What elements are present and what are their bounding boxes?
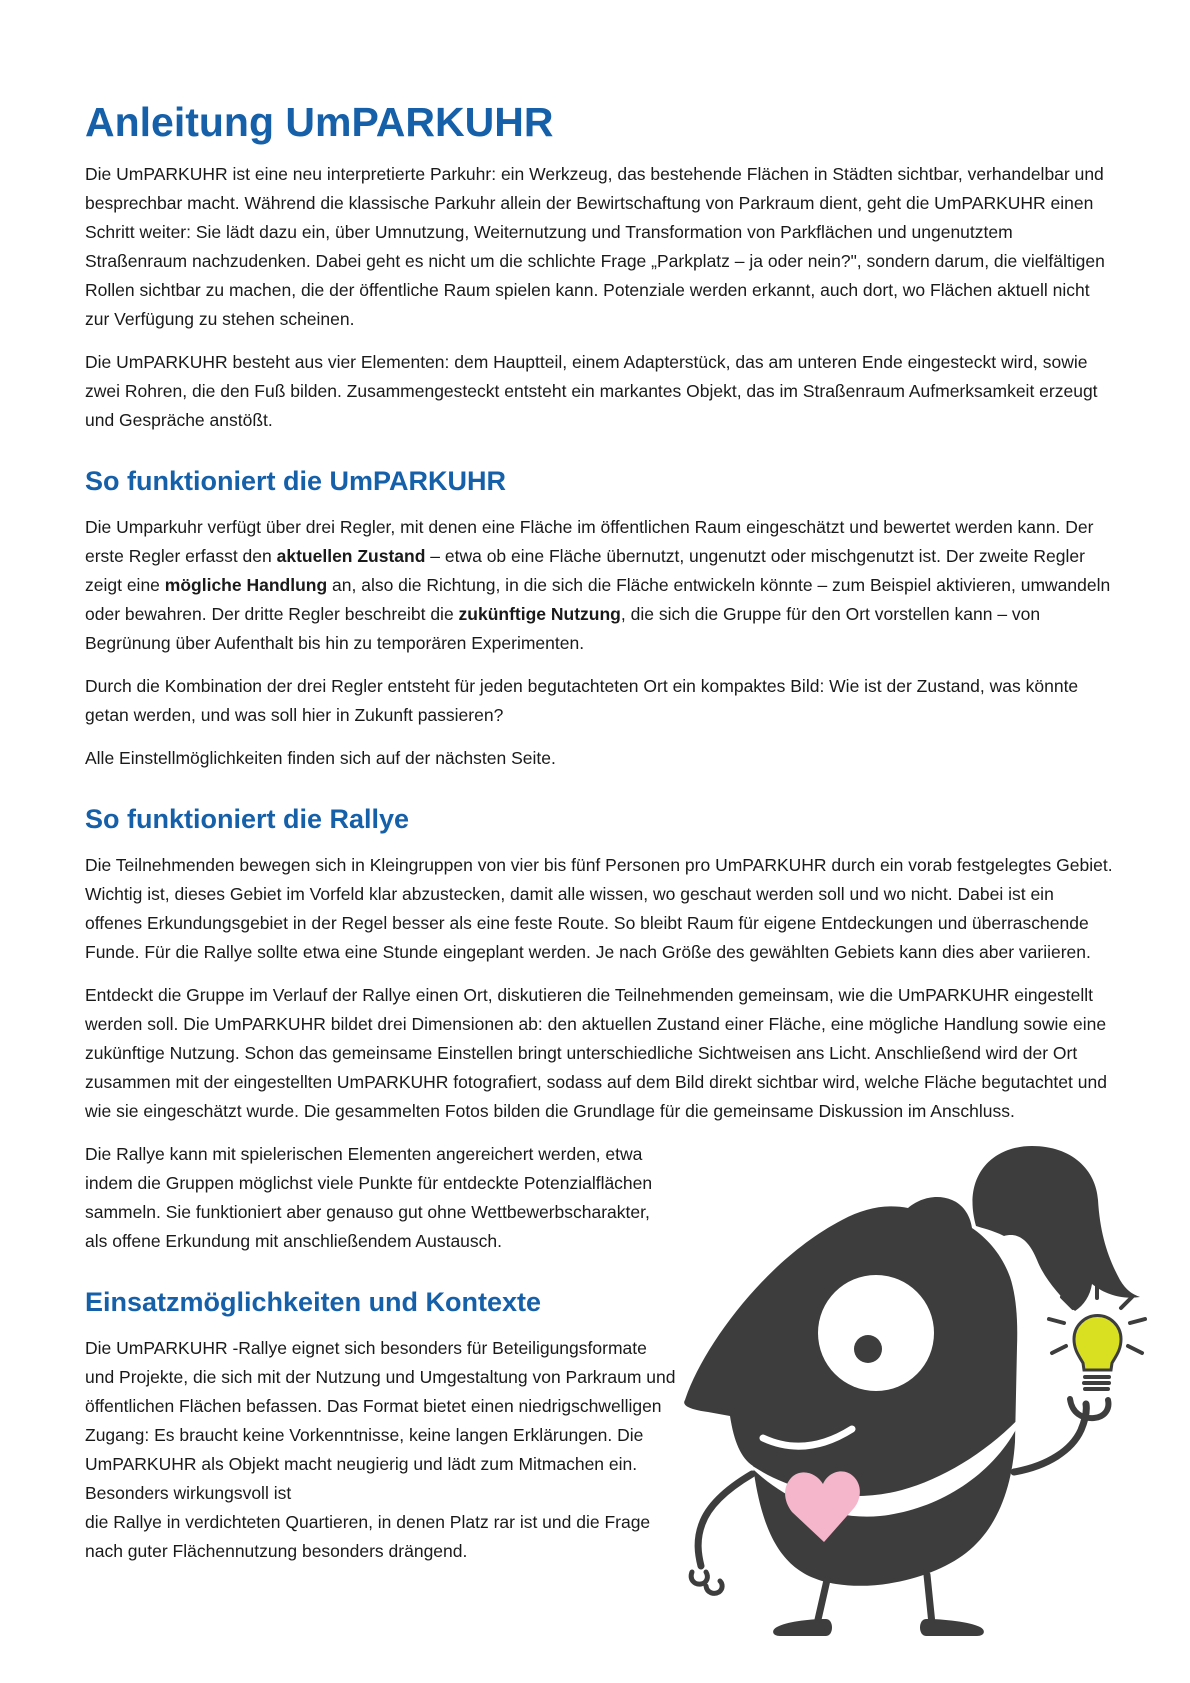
bulb-base: [1084, 1377, 1109, 1389]
mascot-body: [684, 1197, 1017, 1586]
bold-run-moegliche-handlung: mögliche Handlung: [164, 575, 328, 596]
intro-paragraph-1: Die UmPARKUHR ist eine neu interpretierte Parkuhr: ein Werkzeug, das bestehende Flächen in Städten sichtbar, verhandelbar und besprechbar macht. Während die klassische Parkuhr allein der Bewirtschaftung von Parkraum dient, geht die UmPARKUHR einen Schritt weiter: Sie lädt dazu ein, über Umnutzung, Weiternutzung und Transformation von Parkflächen und ungenutztem Straßenraum nachzudenken. Dabei geht es nicht um die schlichte Frage „Parkplatz – ja oder nein?", sondern darum, die vielfältigen Rollen sichtbar zu machen, die der öffentliche Raum spielen kann. Potenziale werden erkannt, auch dort, wo Flächen aktuell nicht zur Verfügung zu stehen scheinen.: [85, 164, 1105, 330]
text-run: Die UmPARKUHR -Rallye eignet sich besonders für Beteiligungsformate und Projekte, die sich mit der Nutzung und Umgestaltung von Parkraum und öffentlichen Flächen befassen. Das Format bietet einen niedrigschwelligen Zugang: Es braucht keine Vorkenntnisse, keine langen Erklärungen. Die UmPARKUHR als Objekt macht neugierig und lädt zum Mitmachen ein. Besonders wirkungsvoll ist: [85, 1338, 676, 1504]
mascot-left-arm: [698, 1474, 752, 1566]
mascot-left-leg: [817, 1580, 827, 1624]
section2-paragraph-3: Die Rallye kann mit spielerischen Elementen angereichert werden, etwa indem die Gruppen möglichst viele Punkte für entdeckte Potenzialflächen sammeln. Sie funktioniert aber genauso gut ohne Wettbewerbscharakter, als offene Erkundung mit anschließendem Austausch.: [85, 1144, 653, 1252]
mascot-illustration: [640, 1142, 1190, 1683]
mascot-left-hand: [691, 1572, 722, 1593]
mascot-right-leg: [927, 1575, 932, 1624]
mascot-eye: [818, 1275, 934, 1391]
section1-paragraph-2: Durch die Kombination der drei Regler entsteht für jeden begutachteten Ort ein kompaktes Bild: Wie ist der Zustand, was könnte getan werden, und was soll hier in Zukunft passieren?: [85, 676, 1079, 726]
section-heading-rallye: So funktioniert die Rallye: [85, 804, 410, 835]
intro-paragraph-2: Die UmPARKUHR besteht aus vier Elementen: dem Hauptteil, einem Adapterstück, das am unteren Ende eingesteckt wird, sowie zwei Rohren, die den Fuß bilden. Zusammengesteckt entsteht ein markantes Objekt, das im Straßenraum Aufmerksamkeit erzeugt und Gespräche anstößt.: [85, 352, 1098, 431]
section2-paragraph-1: Die Teilnehmenden bewegen sich in Kleingruppen von vier bis fünf Personen pro UmPARKUHR durch ein vorab festgelegtes Gebiet. Wichtig ist, dieses Gebiet im Vorfeld klar abzustecken, damit alle wissen, wo geschaut werden soll und wo nicht. Dabei ist ein offenes Erkundungsgebiet in der Regel besser als eine feste Route. So bleibt Raum für eigene Entdeckungen und überraschende Funde. Für die Rallye sollte etwa eine Stunde eingeplant werden. Je nach Größe des gewählten Gebiets kann dies aber variieren.: [85, 855, 1113, 963]
section2-paragraph-2: Entdeckt die Gruppe im Verlauf der Rallye einen Ort, diskutieren die Teilnehmenden gemeinsam, wie die UmPARKUHR eingestellt werden soll. Die UmPARKUHR bildet drei Dimensionen ab: den aktuellen Zustand einer Fläche, eine mögliche Handlung sowie eine zukünftige Nutzung. Schon das gemeinsame Einstellen bringt unterschiedliche Sichtweisen ans Licht. Anschließend wird der Ort zusammen mit der eingestellten UmPARKUHR fotografiert, sodass auf dem Bild direkt sichtbar wird, welche Fläche begutachtet und wie sie eingeschätzt wurde. Die gesammelten Fotos bilden die Grundlage für die gemeinsame Diskussion im Anschluss.: [85, 985, 1107, 1122]
bold-run-aktueller-zustand: aktuellen Zustand: [276, 546, 426, 567]
bold-run-zukuenftige-nutzung: zukünftige Nutzung: [458, 604, 621, 625]
section1-paragraph-3: Alle Einstellmöglichkeiten finden sich auf der nächsten Seite.: [85, 748, 556, 769]
section1-paragraph-1: [85, 513, 1113, 658]
mascot-pupil: [854, 1335, 882, 1363]
section3-paragraph-1: [85, 1334, 677, 1566]
text-run: , die sich die Gruppe für den Ort vorstellen kann – von Begrünung über Aufenthalt bis hin zu temporären Experimenten.: [85, 604, 1041, 654]
page-title: Anleitung UmPARKUHR: [85, 99, 554, 145]
text-run: an, also die Richtung, in die sich die Fläche entwickeln könnte – zum Beispiel aktivieren, umwandeln oder bewahren. Der dritte Regler beschreibt die: [85, 575, 1111, 625]
section-heading-einsatz: Einsatzmöglichkeiten und Kontexte: [85, 1287, 542, 1318]
text-run: – etwa ob eine Fläche übernutzt, ungenutzt oder mischgenutzt ist. Der zweite Regler zeigt eine: [85, 546, 1085, 596]
text-run: die Rallye in verdichteten Quartieren, in denen Platz rar ist und die Frage nach guter Flächennutzung besonders drängend.: [85, 1512, 651, 1562]
mascot-left-foot: [773, 1619, 832, 1636]
mascot-right-foot: [920, 1619, 984, 1636]
lightbulb-icon: [1049, 1283, 1145, 1389]
bulb-glass: [1074, 1316, 1121, 1371]
section-heading-umparkuhr: So funktioniert die UmPARKUHR: [85, 466, 507, 497]
text-run: Die Umparkuhr verfügt über drei Regler, mit denen eine Fläche im öffentlichen Raum eingeschätzt und bewertet werden kann. Der erste Regler erfasst den: [85, 517, 1094, 567]
